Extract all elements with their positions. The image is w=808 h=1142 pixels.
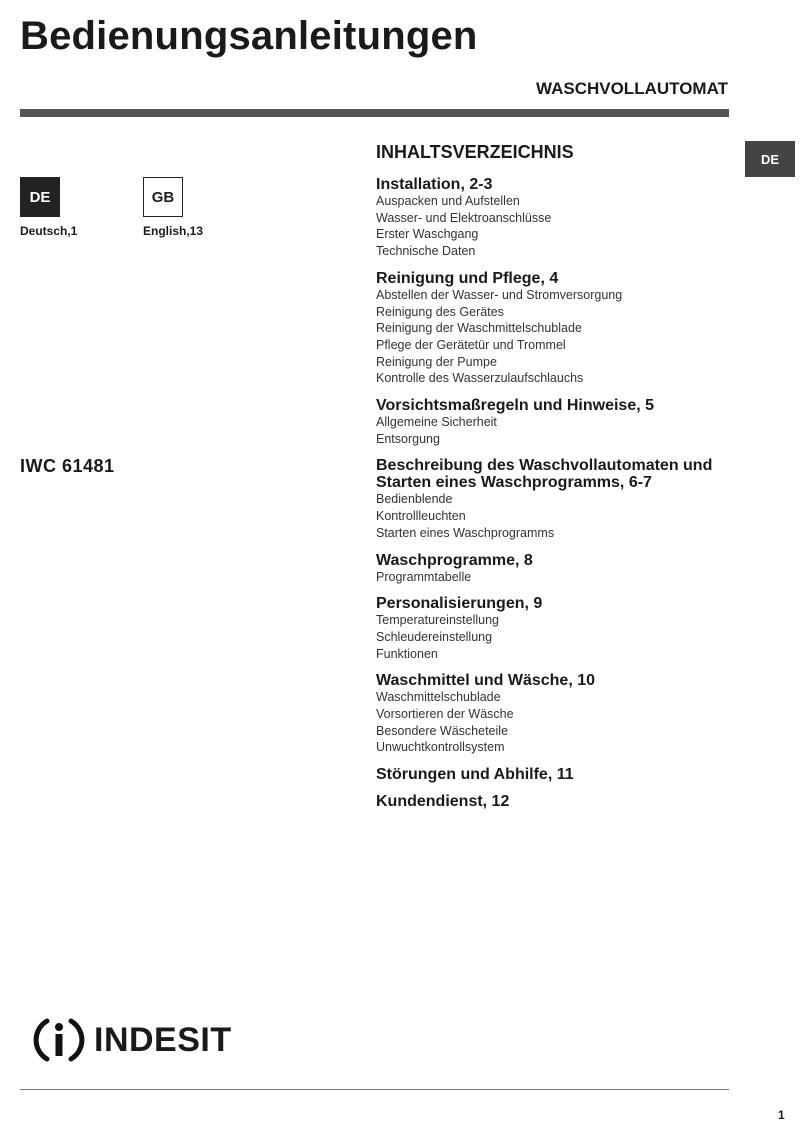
table-of-contents: [376, 140, 736, 820]
toc-section-title[interactable]: Kundendienst, 12: [376, 793, 510, 811]
toc-item[interactable]: Technische Daten: [376, 244, 476, 259]
toc-section-title[interactable]: Beschreibung des Waschvollautomaten und Starten eines Waschprogramms, 6-7: [376, 457, 713, 492]
toc-item[interactable]: Kontrollleuchten: [376, 509, 466, 524]
toc-item[interactable]: Unwuchtkontrollsystem: [376, 740, 505, 755]
toc-item[interactable]: Abstellen der Wasser- und Stromversorgung: [376, 287, 623, 302]
page-number: 1: [778, 1108, 785, 1122]
language-side-tab[interactable]: DE: [745, 141, 795, 177]
toc-section-title[interactable]: Waschprogramme, 8: [376, 551, 533, 569]
language-box-de[interactable]: DE: [20, 177, 60, 217]
toc-item[interactable]: Wasser- und Elektroanschlüsse: [376, 210, 552, 225]
toc-item[interactable]: Vorsortieren der Wäsche: [376, 707, 514, 722]
toc-item[interactable]: Allgemeine Sicherheit: [376, 415, 497, 430]
toc-item[interactable]: Auspacken und Aufstellen: [376, 194, 520, 208]
toc-heading: INHALTSVERZEICHNIS: [376, 142, 574, 162]
toc-item[interactable]: Reinigung des Gerätes: [376, 304, 504, 319]
toc-item[interactable]: Entsorgung: [376, 431, 440, 446]
toc-section-title[interactable]: Waschmittel und Wäsche, 10: [376, 672, 596, 690]
toc-item[interactable]: Besondere Wäscheteile: [376, 723, 509, 738]
toc-section: [376, 397, 736, 447]
toc-section: [376, 552, 736, 586]
toc-section: [376, 766, 736, 783]
brand-name: INDESIT: [94, 1020, 232, 1059]
indesit-logo-icon: [32, 1013, 86, 1067]
toc-section: [376, 270, 736, 387]
toc-item[interactable]: Reinigung der Waschmittelschublade: [376, 321, 582, 336]
toc-item[interactable]: Schleudereinstellung: [376, 629, 493, 644]
toc-section: [376, 595, 736, 662]
header-divider: [20, 109, 729, 117]
toc-item[interactable]: Erster Waschgang: [376, 227, 479, 242]
product-type-label: WASCHVOLLAUTOMAT: [535, 79, 728, 98]
toc-item[interactable]: Programmtabelle: [376, 569, 472, 584]
footer-divider: [20, 1089, 729, 1090]
toc-item[interactable]: Pflege der Gerätetür und Trommel: [376, 337, 566, 352]
toc-item[interactable]: Temperatureinstellung: [376, 613, 499, 628]
toc-section-title[interactable]: Reinigung und Pflege, 4: [376, 269, 559, 287]
toc-item[interactable]: Waschmittelschublade: [376, 690, 501, 705]
toc-section-title[interactable]: Installation, 2-3: [376, 176, 493, 193]
toc-section-title[interactable]: Vorsichtsmaßregeln und Hinweise, 5: [376, 397, 654, 415]
toc-section: [376, 176, 736, 260]
toc-item[interactable]: Bedienblende: [376, 492, 453, 507]
toc-section-title[interactable]: Personalisierungen, 9: [376, 595, 543, 613]
toc-item[interactable]: Kontrolle des Wasserzulaufschlauchs: [376, 371, 584, 386]
toc-section: [376, 457, 736, 541]
language-label-de[interactable]: Deutsch,1: [20, 224, 78, 238]
toc-item[interactable]: Starten eines Waschprogramms: [376, 525, 555, 540]
toc-section: [376, 672, 736, 756]
toc-item[interactable]: Funktionen: [376, 646, 438, 661]
language-box-gb[interactable]: GB: [143, 177, 183, 217]
page-title: Bedienungsanleitungen: [20, 14, 478, 58]
brand-logo: [32, 1010, 232, 1070]
language-label-gb[interactable]: English,13: [143, 224, 204, 238]
toc-section: [376, 793, 736, 810]
toc-section-title[interactable]: Störungen und Abhilfe, 11: [376, 766, 574, 784]
toc-item[interactable]: Reinigung der Pumpe: [376, 354, 497, 369]
model-number: IWC 61481: [20, 456, 115, 476]
